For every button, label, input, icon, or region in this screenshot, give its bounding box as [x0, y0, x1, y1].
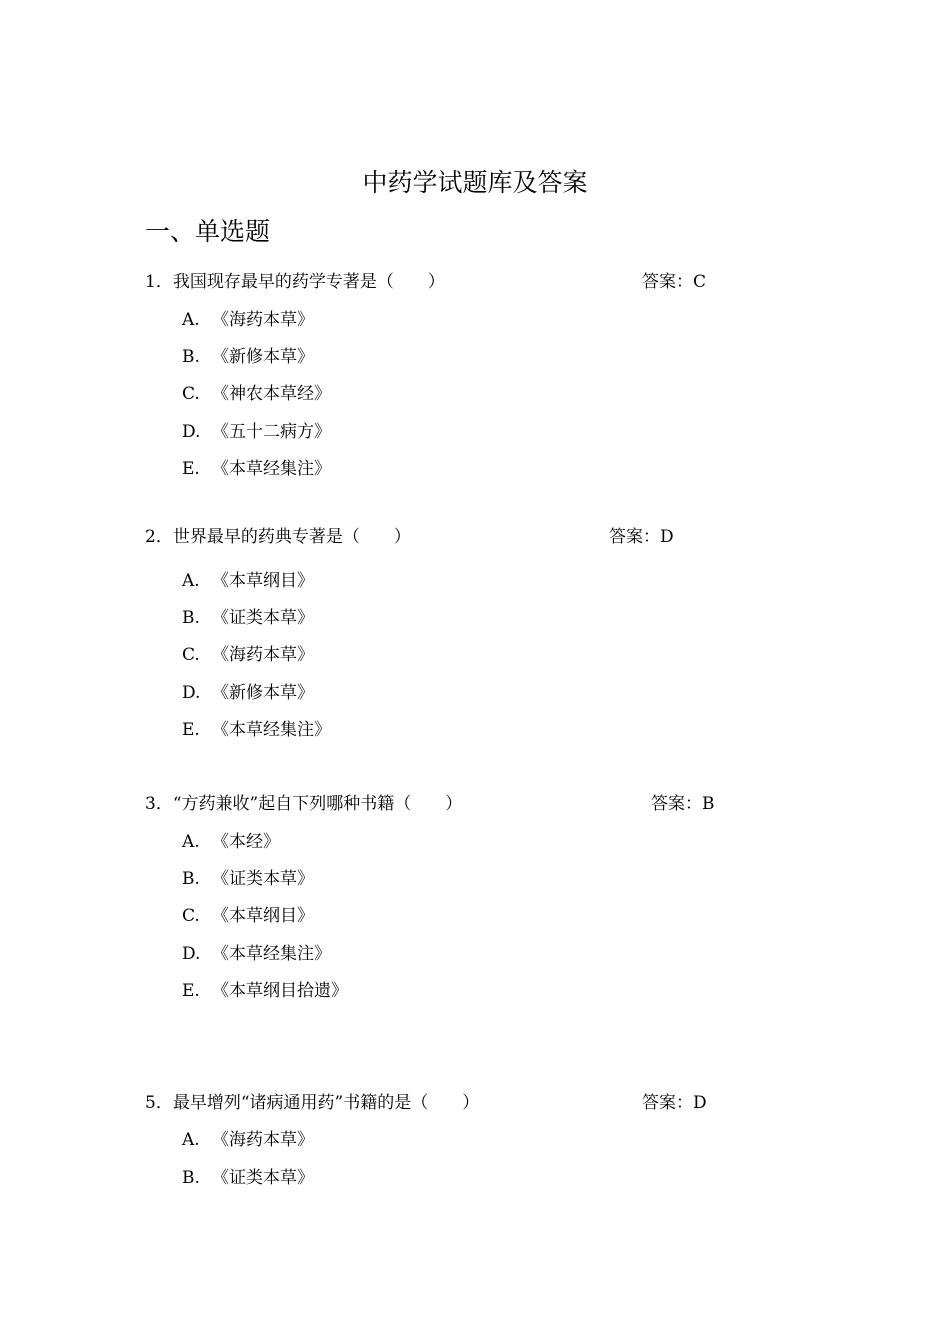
option-text: 《证类本草》	[212, 608, 314, 628]
option-label: A.	[182, 832, 200, 852]
option-text: 《本经》	[212, 832, 280, 852]
option-a	[182, 568, 314, 594]
option-label: D.	[182, 422, 201, 442]
option-label: E.	[182, 459, 200, 479]
option-label: A.	[182, 1130, 200, 1150]
option-c	[182, 642, 314, 668]
question-stem: 5．最早增列“诸病通用药”书籍的是（ ）	[145, 1093, 480, 1113]
option-label: B.	[182, 608, 200, 628]
question-stem: 3．“方药兼收”起自下列哪种书籍（ ）	[145, 794, 463, 814]
option-b	[182, 344, 314, 370]
option-text: 《海药本草》	[212, 645, 314, 665]
option-text: 《本草经集注》	[212, 459, 331, 479]
question-answer: 答案：B	[651, 794, 715, 814]
option-text: 《本草纲目拾遗》	[212, 981, 348, 1001]
option-a	[182, 307, 314, 333]
option-c	[182, 903, 314, 929]
option-text: 《本草纲目》	[212, 906, 314, 926]
option-label: B.	[182, 869, 200, 889]
option-b	[182, 1165, 314, 1191]
document-title: 中药学试题库及答案	[362, 168, 588, 197]
option-text: 《本草纲目》	[212, 571, 314, 591]
question-stem: 1．我国现存最早的药学专著是（ ）	[145, 272, 445, 292]
option-label: A.	[182, 310, 200, 330]
option-e	[182, 978, 348, 1004]
option-label: E.	[182, 981, 200, 1001]
option-text: 《证类本草》	[212, 1168, 314, 1188]
option-d	[182, 941, 331, 967]
option-text: 《神农本草经》	[212, 384, 331, 404]
option-label: C.	[182, 384, 200, 404]
option-text: 《证类本草》	[212, 869, 314, 889]
option-text: 《本草经集注》	[212, 720, 331, 740]
option-text: 《海药本草》	[212, 310, 314, 330]
option-a	[182, 1127, 314, 1153]
option-label: B.	[182, 347, 200, 367]
option-text: 《新修本草》	[212, 683, 314, 703]
option-label: C.	[182, 645, 200, 665]
option-label: D.	[182, 944, 201, 964]
option-e	[182, 456, 331, 482]
option-e	[182, 717, 331, 743]
option-b	[182, 866, 314, 892]
section-heading: 一、单选题	[145, 217, 271, 246]
option-label: B.	[182, 1168, 200, 1188]
option-label: D.	[182, 683, 201, 703]
option-d	[182, 419, 331, 445]
question-answer: 答案：D	[609, 527, 674, 547]
option-text: 《新修本草》	[212, 347, 314, 367]
option-b	[182, 605, 314, 631]
question-answer: 答案：C	[642, 272, 707, 292]
option-a	[182, 829, 280, 855]
question-answer: 答案：D	[642, 1093, 707, 1113]
option-label: A.	[182, 571, 200, 591]
question-stem: 2．世界最早的药典专著是（ ）	[145, 527, 411, 547]
option-label: E.	[182, 720, 200, 740]
option-text: 《海药本草》	[212, 1130, 314, 1150]
option-d	[182, 680, 314, 706]
option-text: 《本草经集注》	[212, 944, 331, 964]
option-label: C.	[182, 906, 200, 926]
option-text: 《五十二病方》	[212, 422, 331, 442]
option-c	[182, 381, 331, 407]
